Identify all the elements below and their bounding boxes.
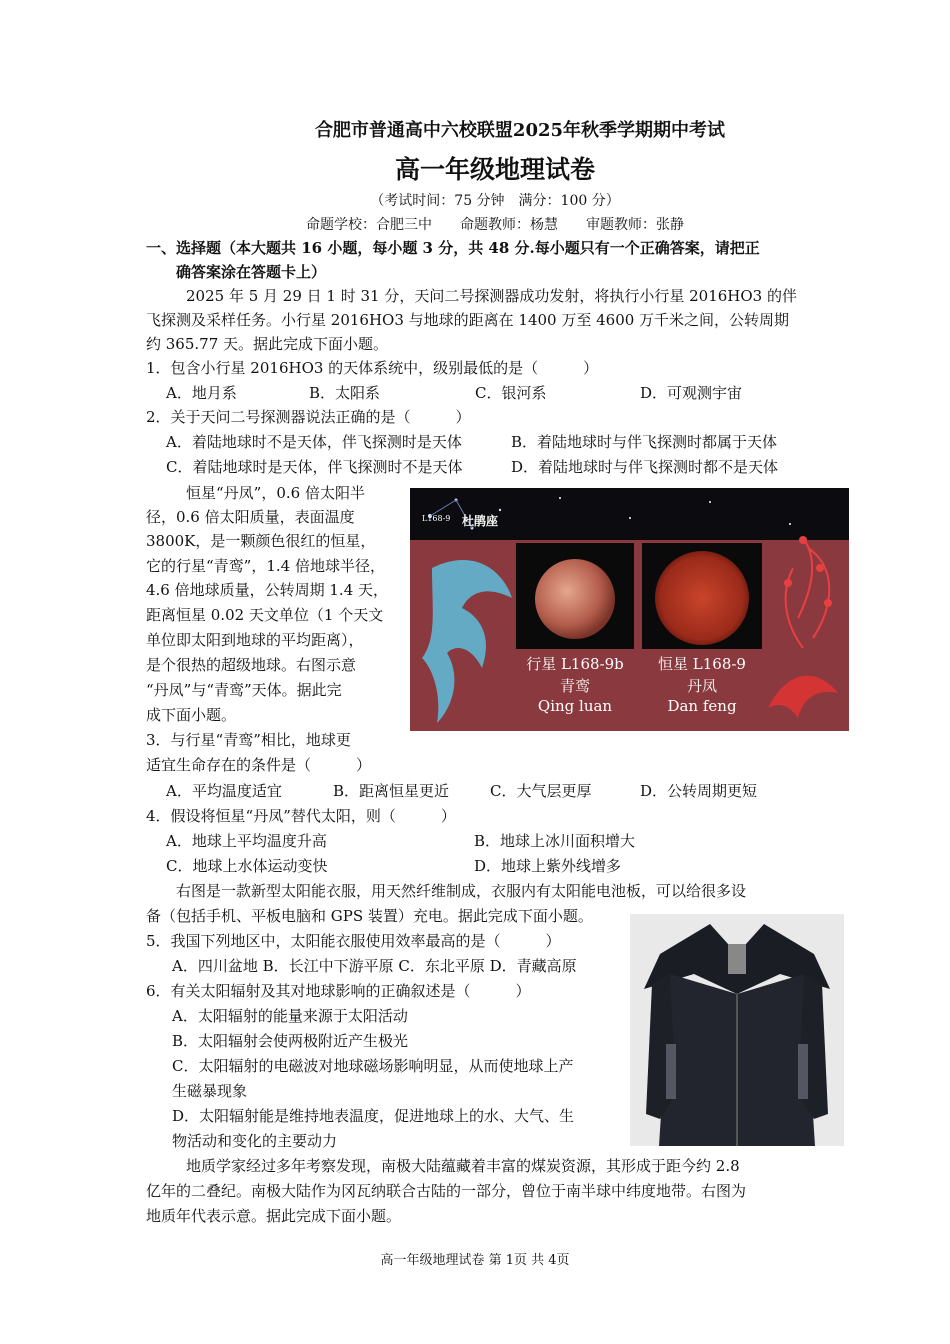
passage2-line: 是个很热的超级地球。右图示意 xyxy=(146,656,357,674)
q3-option-b: B．距离恒星更近 xyxy=(333,782,450,800)
q2-option-a: A．着陆地球时不是天体，伴飞探测时是天体 xyxy=(166,433,462,451)
section-heading-cont: 确答案涂在答题卡上） xyxy=(176,263,327,281)
solar-jacket-photo xyxy=(630,914,844,1146)
q1-option-c: C．银河系 xyxy=(475,384,547,402)
star-cn-name: 丹凤 xyxy=(686,677,717,695)
passage2-line: 单位即太阳到地球的平均距离）， xyxy=(146,631,364,649)
planet-image xyxy=(516,543,634,649)
passage2-line: 恒星“丹凤”，0.6 倍太阳半 xyxy=(186,484,365,502)
setters-line: 命题学校：合肥三中 命题教师：杨慧 审题教师：张静 xyxy=(306,217,684,233)
planet-panel xyxy=(516,543,634,649)
q4-option-b: B．地球上冰川面积增大 xyxy=(474,832,636,850)
passage1-line: 飞探测及采样任务。小行星 2016HO3 与地球的距离在 1400 万至 4600 万千米之间，公转周期 xyxy=(146,311,790,329)
passage2-line: 4.6 倍地球质量，公转周期 1.4 天， xyxy=(146,581,389,599)
passage4-line: 地质年代表示意。据此完成下面小题。 xyxy=(146,1207,402,1225)
passage2-line: “丹凤”与“青鸾”天体。据此完 xyxy=(146,681,342,699)
passage2-line: 成下面小题。 xyxy=(146,706,237,724)
exam-info: （考试时间：75 分钟 满分：100 分） xyxy=(370,193,620,209)
star-pinyin: Dan feng xyxy=(667,697,737,715)
q2-option-d: D．着陆地球时与伴飞探测时都不是天体 xyxy=(511,458,779,476)
exam-title: 高一年级地理试卷 xyxy=(394,155,595,184)
q3-option-c: C．大气层更厚 xyxy=(490,782,592,800)
q6-option-c: C．太阳辐射的电磁波对地球磁场影响明显，从而使地球上产 xyxy=(172,1057,574,1075)
q2-stem: 2．关于天问二号探测器说法正确的是（ ） xyxy=(146,408,471,426)
passage4-line: 亿年的二叠纪。南极大陆作为冈瓦纳联合古陆的一部分，曾位于南半球中纬度地带。右图为 xyxy=(146,1182,747,1200)
q5-options: A．四川盆地 B．长江中下游平原 C．东北平原 D．青藏高原 xyxy=(172,957,577,975)
school-title: 合肥市普通高中六校联盟2025年秋季学期期中考试 xyxy=(314,120,726,141)
page-footer: 高一年级地理试卷 第 1页 共 4页 xyxy=(380,1253,570,1268)
q3-stem: 3．与行星“青鸾”相比，地球更 xyxy=(146,731,351,749)
passage2-line: 径，0.6 倍太阳质量，表面温度 xyxy=(146,508,355,526)
q3-stem-cont: 适宜生命存在的条件是（ ） xyxy=(146,756,372,774)
q1-option-d: D．可观测宇宙 xyxy=(640,384,743,402)
star-panel xyxy=(642,543,762,649)
q6-option-d: D．太阳辐射能是维持地表温度，促进地球上的水、大气、生 xyxy=(172,1107,575,1125)
planet-pinyin: Qing luan xyxy=(537,697,613,715)
q2-option-c: C．着陆地球时是天体，伴飞探测时不是天体 xyxy=(166,458,463,476)
passage2-line: 它的行星“青鸾”，1.4 倍地球半径， xyxy=(146,557,385,575)
planet-label: 行星 L168-9b xyxy=(526,655,624,673)
star-marker-label: L168-9 xyxy=(422,514,451,523)
q4-option-a: A．地球上平均温度升高 xyxy=(166,832,327,850)
q4-option-c: C．地球上水体运动变快 xyxy=(166,857,328,875)
q3-option-a: A．平均温度适宜 xyxy=(166,782,282,800)
q4-stem: 4．假设将恒星“丹凤”替代太阳，则（ ） xyxy=(146,807,456,825)
section-heading: 一、选择题（本大题共 16 小题，每小题 3 分，共 48 分.每小题只有一个正确答案，请把正 xyxy=(146,239,760,257)
red-phoenix-illustration xyxy=(758,528,848,728)
jacket-illustration xyxy=(630,914,844,1146)
q6-option-c-cont: 生磁暴现象 xyxy=(172,1082,248,1100)
q3-option-d: D．公转周期更短 xyxy=(640,782,758,800)
q6-option-b: B．太阳辐射会使两极附近产生极光 xyxy=(172,1032,409,1050)
star-label: 恒星 L168-9 xyxy=(658,655,746,673)
passage1-line: 2025 年 5 月 29 日 1 时 31 分，天问二号探测器成功发射，将执行小行星 2016HO3 的伴 xyxy=(186,287,797,305)
q1-stem: 1．包含小行星 2016HO3 的天体系统中，级别最低的是（ ） xyxy=(146,359,599,377)
q5-stem: 5．我国下列地区中，太阳能衣服使用效率最高的是（ ） xyxy=(146,932,561,950)
passage2-line: 距离恒星 0.02 天文单位（1 个天文 xyxy=(146,606,384,624)
passage3-line: 右图是一款新型太阳能衣服，用天然纤维制成，衣服内有太阳能电池板，可以给很多设 xyxy=(176,882,747,900)
passage1-line: 约 365.77 天。据此完成下面小题。 xyxy=(146,335,389,353)
passage4-line: 地质学家经过多年考察发现，南极大陆蕴藏着丰富的煤炭资源，其形成于距今约 2.8 xyxy=(186,1157,740,1175)
q2-option-b: B．着陆地球时与伴飞探测时都属于天体 xyxy=(511,433,778,451)
planet-cn-name: 青鸾 xyxy=(559,677,590,695)
star-image xyxy=(642,543,762,649)
q6-option-d-cont: 物活动和变化的主要动力 xyxy=(172,1132,338,1150)
constellation-label: 杜鹃座 xyxy=(462,514,499,528)
star-planet-figure xyxy=(410,488,849,731)
q6-stem: 6．有关太阳辐射及其对地球影响的正确叙述是（ ） xyxy=(146,982,531,1000)
passage2-line: 3800K，是一颗颜色很红的恒星， xyxy=(146,532,376,550)
passage3-line: 备（包括手机、平板电脑和 GPS 装置）充电。据此完成下面小题。 xyxy=(146,907,593,925)
q6-option-a: A．太阳辐射的能量来源于太阳活动 xyxy=(172,1007,408,1025)
q1-option-a: A．地月系 xyxy=(166,384,237,402)
q1-option-b: B．太阳系 xyxy=(309,384,381,402)
q4-option-d: D．地球上紫外线增多 xyxy=(474,857,622,875)
